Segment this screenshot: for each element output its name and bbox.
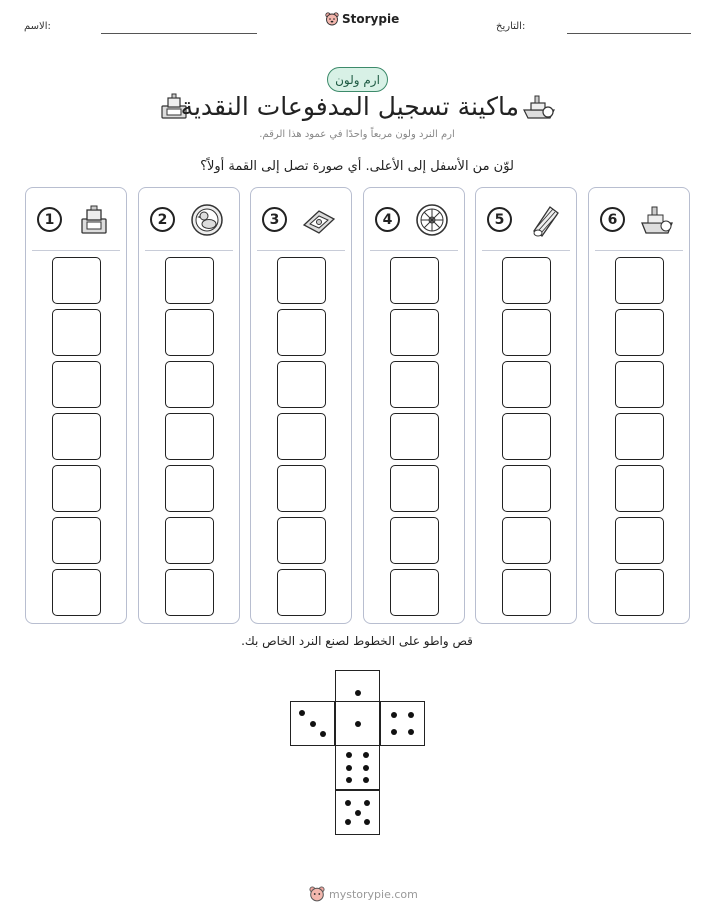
die-pip (408, 712, 414, 718)
date-line[interactable] (567, 33, 691, 34)
color-square[interactable] (165, 465, 214, 512)
die-pip (355, 690, 361, 696)
die-pip (363, 752, 369, 758)
column-header (251, 202, 351, 242)
column-divider (482, 250, 570, 251)
die-pip (320, 731, 326, 737)
die-pip (345, 819, 351, 825)
color-square[interactable] (277, 465, 326, 512)
color-square[interactable] (277, 517, 326, 564)
color-square[interactable] (390, 309, 439, 356)
name-line[interactable] (101, 33, 257, 34)
column-header (476, 202, 576, 242)
column-number: 4 (375, 207, 400, 232)
color-square[interactable] (277, 569, 326, 616)
column-6 (588, 187, 690, 624)
column-4 (363, 187, 465, 624)
color-square[interactable] (165, 309, 214, 356)
die-pip (363, 777, 369, 783)
color-square[interactable] (165, 569, 214, 616)
column-5 (475, 187, 577, 624)
color-square[interactable] (615, 517, 664, 564)
die-pip (364, 819, 370, 825)
die-face-left (290, 701, 335, 746)
color-square[interactable] (165, 361, 214, 408)
brand-name: Storypie (342, 12, 400, 26)
subtitle: ارم النرد ولون مربعاً واحدًا في عمود هذا الرقم. (259, 129, 455, 140)
color-square[interactable] (502, 569, 551, 616)
die-face-right (380, 701, 425, 746)
color-square[interactable] (277, 309, 326, 356)
die-pip (299, 710, 305, 716)
column-divider (370, 250, 458, 251)
die-face-bottom (335, 790, 380, 835)
die-pip (346, 777, 352, 783)
die-pip (355, 721, 361, 727)
color-square[interactable] (277, 361, 326, 408)
color-square[interactable] (390, 413, 439, 460)
color-square[interactable] (615, 413, 664, 460)
cash-register-icon (76, 203, 112, 237)
die-pip (391, 729, 397, 735)
die-pip (364, 800, 370, 806)
color-square[interactable] (165, 517, 214, 564)
footer-url: mystorypie.com (329, 887, 418, 901)
column-number: 3 (262, 207, 287, 232)
boat-icon (521, 92, 557, 122)
cut-instruction: قص واطو على الخطوط لصنع النرد الخاص بك. (241, 634, 473, 648)
money-tray-icon (301, 203, 337, 237)
instruction: لوّن من الأسفل إلى الأعلى. أي صورة تصل إلى القمة أولاً؟ (200, 159, 514, 174)
color-square[interactable] (615, 569, 664, 616)
color-square[interactable] (390, 465, 439, 512)
name-label: الاسم: (24, 21, 51, 32)
column-divider (595, 250, 683, 251)
column-header (139, 202, 239, 242)
color-square[interactable] (52, 257, 101, 304)
column-header (26, 202, 126, 242)
column-header (589, 202, 689, 242)
column-2 (138, 187, 240, 624)
paper-roll-icon (526, 203, 562, 237)
die-pip (346, 752, 352, 758)
color-square[interactable] (502, 413, 551, 460)
column-divider (257, 250, 345, 251)
duck-coin-icon (189, 203, 225, 237)
column-number: 6 (600, 207, 625, 232)
color-square[interactable] (52, 413, 101, 460)
die-pip (310, 721, 316, 727)
color-square[interactable] (615, 361, 664, 408)
color-square[interactable] (390, 569, 439, 616)
column-number: 2 (150, 207, 175, 232)
column-number: 1 (37, 207, 62, 232)
date-label: التاريخ: (496, 21, 526, 32)
column-header (364, 202, 464, 242)
activity-badge: ارم ولون (327, 67, 388, 92)
color-square[interactable] (502, 465, 551, 512)
column-number: 5 (487, 207, 512, 232)
color-square[interactable] (390, 257, 439, 304)
color-square[interactable] (502, 257, 551, 304)
wheel-icon (414, 203, 450, 237)
page-title: ماكينة تسجيل المدفوعات النقدية (180, 92, 519, 121)
die-pip (345, 800, 351, 806)
die-pip (391, 712, 397, 718)
color-square[interactable] (502, 517, 551, 564)
die-face-lower (335, 745, 380, 790)
column-divider (145, 250, 233, 251)
color-square[interactable] (502, 309, 551, 356)
storypie-bear-icon (309, 886, 325, 902)
color-square[interactable] (390, 361, 439, 408)
column-3 (250, 187, 352, 624)
color-square[interactable] (52, 361, 101, 408)
brand-logo (325, 12, 399, 26)
color-square[interactable] (52, 569, 101, 616)
column-1 (25, 187, 127, 624)
die-pip (363, 765, 369, 771)
die-face-center (335, 701, 380, 746)
boat-icon (639, 203, 675, 237)
color-square[interactable] (615, 465, 664, 512)
color-square[interactable] (52, 309, 101, 356)
color-square[interactable] (52, 517, 101, 564)
color-square[interactable] (165, 257, 214, 304)
column-divider (32, 250, 120, 251)
storypie-bear-icon (325, 12, 339, 26)
color-square[interactable] (615, 257, 664, 304)
color-square[interactable] (165, 413, 214, 460)
footer (309, 886, 418, 902)
color-square[interactable] (52, 465, 101, 512)
die-pip (355, 810, 361, 816)
die-pip (408, 729, 414, 735)
color-square[interactable] (502, 361, 551, 408)
color-square[interactable] (390, 517, 439, 564)
die-pip (346, 765, 352, 771)
color-square[interactable] (615, 309, 664, 356)
color-square[interactable] (277, 257, 326, 304)
color-square[interactable] (277, 413, 326, 460)
